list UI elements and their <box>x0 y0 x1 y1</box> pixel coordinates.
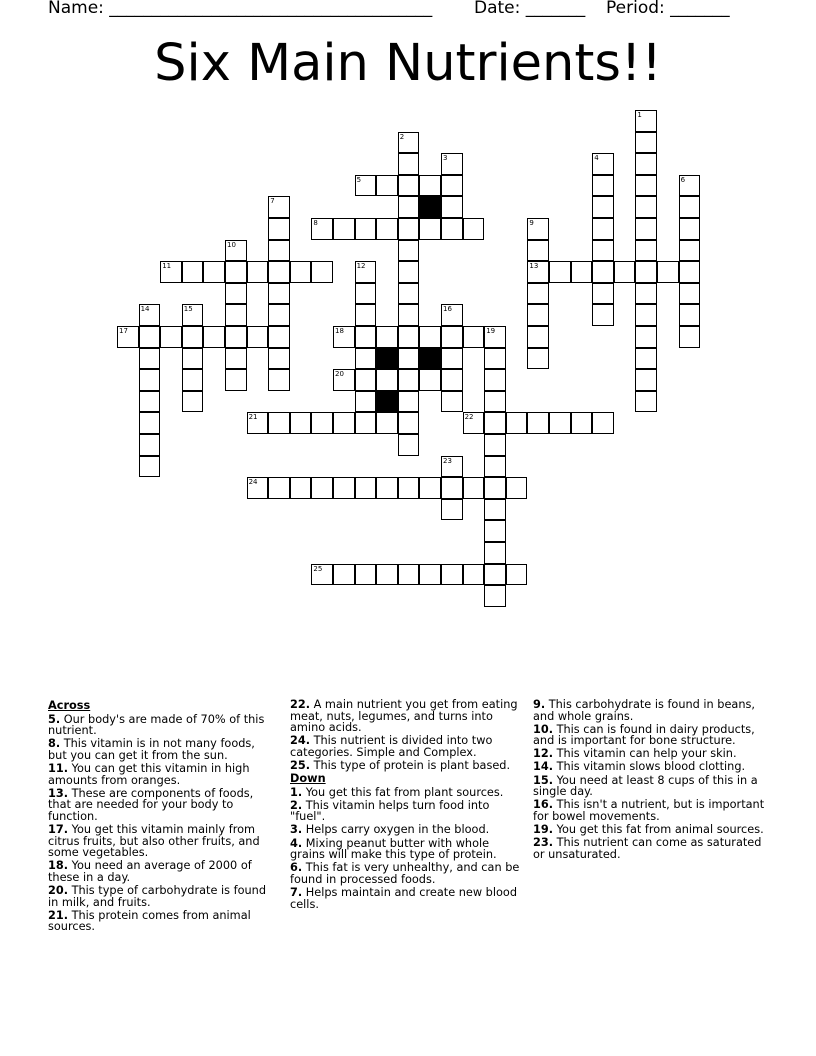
crossword-cell[interactable] <box>463 326 485 348</box>
crossword-cell[interactable] <box>268 412 290 434</box>
clue-item <box>48 910 274 933</box>
clue-number: 25 <box>313 564 323 573</box>
clue-number-label: 23. <box>533 836 554 850</box>
numbered-cell[interactable] <box>247 412 269 434</box>
clue-number: 19 <box>486 327 496 335</box>
clue-number-label: 7. <box>290 885 303 899</box>
crossword-cell[interactable] <box>463 218 485 240</box>
numbered-cell[interactable] <box>527 218 549 240</box>
crossword-cell[interactable] <box>355 304 377 326</box>
crossword-cell[interactable] <box>441 218 463 240</box>
crossword-cell[interactable] <box>549 412 571 434</box>
crossword-cell[interactable] <box>139 434 161 456</box>
clue-text: This carbohydrate is found in beans, and whole grains. <box>533 698 755 723</box>
clue-number-label: 25. <box>290 758 311 772</box>
clue-number-label: 5. <box>48 712 61 726</box>
clue-number: 12 <box>356 262 366 271</box>
crossword-cell[interactable] <box>484 369 506 391</box>
crossword-cell[interactable] <box>139 348 161 370</box>
crossword-cell[interactable] <box>355 391 377 413</box>
crossword-cell[interactable] <box>679 304 701 326</box>
numbered-cell[interactable] <box>679 175 701 197</box>
crossword-cell[interactable] <box>635 175 657 197</box>
numbered-cell[interactable] <box>592 153 614 175</box>
clue-number-label: 24. <box>290 734 311 748</box>
numbered-cell[interactable] <box>247 477 269 499</box>
crossword-cell[interactable] <box>484 434 506 456</box>
crossword-cell[interactable] <box>182 348 204 370</box>
crossword-cell[interactable] <box>635 196 657 218</box>
clue-item <box>48 714 274 737</box>
crossword-cell[interactable] <box>441 175 463 197</box>
clue-number: 22 <box>464 413 474 422</box>
crossword-cell[interactable] <box>398 434 420 456</box>
crossword-cell[interactable] <box>441 369 463 391</box>
clue-item <box>48 885 274 908</box>
crossword-cell[interactable] <box>398 412 420 434</box>
crossword-cell[interactable] <box>635 261 657 283</box>
clue-text: Helps carry oxygen in the blood. <box>302 823 490 837</box>
clue-number-label: 17. <box>48 822 69 836</box>
clue-item <box>48 824 274 859</box>
crossword-cell[interactable] <box>419 477 441 499</box>
crossword-cell[interactable] <box>398 326 420 348</box>
clue-number-label: 13. <box>48 786 69 800</box>
clue-item <box>290 824 522 836</box>
crossword-cell[interactable] <box>527 412 549 434</box>
crossword-cell[interactable] <box>484 456 506 478</box>
crossword-cell[interactable] <box>182 326 204 348</box>
clue-number-label: 21. <box>48 908 69 922</box>
crossword-cell[interactable] <box>203 326 225 348</box>
clue-number-label: 4. <box>290 836 303 850</box>
crossword-cell[interactable] <box>592 240 614 262</box>
clue-number-label: 10. <box>533 722 554 736</box>
clue-item <box>533 824 765 836</box>
crossword-cell[interactable] <box>376 564 398 586</box>
clue-number-label: 9. <box>533 698 546 711</box>
crossword-cell[interactable] <box>398 564 420 586</box>
crossword-cell[interactable] <box>635 132 657 154</box>
crossword-cell[interactable] <box>355 326 377 348</box>
crossword-cell[interactable] <box>484 391 506 413</box>
clue-number: 6 <box>680 175 686 184</box>
clue-item <box>533 724 765 747</box>
crossword-cell[interactable] <box>527 283 549 305</box>
clue-text: These are components of foods, that are needed for your body to function. <box>48 786 254 823</box>
numbered-cell[interactable] <box>527 261 549 283</box>
numbered-cell[interactable] <box>635 110 657 132</box>
clue-item <box>533 837 765 860</box>
crossword-cell[interactable] <box>592 283 614 305</box>
clue-number-label: 14. <box>533 760 554 774</box>
crossword-cell[interactable] <box>484 542 506 564</box>
crossword-cell[interactable] <box>679 326 701 348</box>
crossword-cell[interactable] <box>182 391 204 413</box>
crossword-cell[interactable] <box>355 412 377 434</box>
clue-number-label: 16. <box>533 798 554 812</box>
clue-item <box>290 787 522 799</box>
numbered-cell[interactable] <box>398 132 420 154</box>
crossword-cell[interactable] <box>398 348 420 370</box>
crossword-cell[interactable] <box>355 283 377 305</box>
clue-text: You get this fat from animal sources. <box>553 822 764 836</box>
clue-item <box>290 699 522 734</box>
crossword-cell[interactable] <box>506 412 528 434</box>
crossword-cell[interactable] <box>419 175 441 197</box>
crossword-cell[interactable] <box>592 261 614 283</box>
crossword-cell[interactable] <box>398 477 420 499</box>
clue-item <box>533 799 765 822</box>
clue-text: This vitamin can help your skin. <box>553 747 737 761</box>
clue-number: 10 <box>227 240 236 249</box>
black-square <box>419 196 441 218</box>
clue-item <box>533 699 765 722</box>
crossword-cell[interactable] <box>441 391 463 413</box>
clue-text: This vitamin is in not many foods, but you can get it from the sun. <box>48 737 255 762</box>
crossword-cell[interactable] <box>419 326 441 348</box>
crossword-cell[interactable] <box>225 283 247 305</box>
crossword-cell[interactable] <box>225 261 247 283</box>
clue-item <box>48 860 274 883</box>
crossword-cell[interactable] <box>549 261 571 283</box>
clue-text: This vitamin helps turn food into "fuel". <box>290 798 490 824</box>
crossword-cell[interactable] <box>268 283 290 305</box>
numbered-cell[interactable] <box>225 240 247 262</box>
crossword-cell[interactable] <box>441 499 463 521</box>
crossword-cell[interactable] <box>484 520 506 542</box>
clue-text: You get this fat from plant sources. <box>302 785 504 799</box>
crossword-cell[interactable] <box>441 477 463 499</box>
black-square <box>376 391 398 413</box>
clue-number: 21 <box>248 413 258 422</box>
clue-number: 9 <box>529 219 534 227</box>
crossword-cell[interactable] <box>419 369 441 391</box>
numbered-cell[interactable] <box>441 304 463 326</box>
crossword-cell[interactable] <box>376 412 398 434</box>
crossword-cell[interactable] <box>355 477 377 499</box>
crossword-cell[interactable] <box>592 196 614 218</box>
crossword-cell[interactable] <box>290 261 312 283</box>
crossword-cell[interactable] <box>398 240 420 262</box>
crossword-cell[interactable] <box>679 240 701 262</box>
crossword-cell[interactable] <box>527 304 549 326</box>
crossword-cell[interactable] <box>376 326 398 348</box>
crossword-cell[interactable] <box>398 369 420 391</box>
clue-text: This protein comes from animal sources. <box>48 908 251 934</box>
clue-item <box>290 887 522 910</box>
crossword-cell[interactable] <box>376 477 398 499</box>
crossword-cell[interactable] <box>679 218 701 240</box>
clue-number-label: 1. <box>290 785 303 799</box>
crossword-cell[interactable] <box>355 564 377 586</box>
crossword-cell[interactable] <box>635 218 657 240</box>
crossword-cell[interactable] <box>506 477 528 499</box>
numbered-cell[interactable] <box>484 326 506 348</box>
numbered-cell[interactable] <box>311 218 333 240</box>
crossword-cell[interactable] <box>225 304 247 326</box>
crossword-cell[interactable] <box>592 412 614 434</box>
clue-number: 24 <box>248 478 258 487</box>
crossword-cell[interactable] <box>268 369 290 391</box>
crossword-cell[interactable] <box>484 585 506 607</box>
crossword-cell[interactable] <box>139 326 161 348</box>
crossword-cell[interactable] <box>657 261 679 283</box>
numbered-cell[interactable] <box>355 261 377 283</box>
numbered-cell[interactable] <box>182 304 204 326</box>
clue-text: Helps maintain and create new blood cells. <box>290 885 517 911</box>
clue-item <box>290 735 522 758</box>
clue-item <box>48 738 274 761</box>
crossword-cell[interactable] <box>398 175 420 197</box>
clue-item <box>48 763 274 786</box>
crossword-cell[interactable] <box>268 261 290 283</box>
clue-item <box>290 862 522 885</box>
crossword-cell[interactable] <box>139 391 161 413</box>
name-field[interactable]: Name: ______________________________________ <box>48 0 433 18</box>
black-square <box>376 348 398 370</box>
clue-number: 4 <box>594 154 599 163</box>
clue-number: 13 <box>529 262 539 271</box>
crossword-cell[interactable] <box>635 348 657 370</box>
clue-number-label: 18. <box>48 859 69 873</box>
puzzle-title: Six Main Nutrients!! <box>154 34 662 93</box>
crossword-cell[interactable] <box>268 304 290 326</box>
crossword-cell[interactable] <box>679 283 701 305</box>
crossword-cell[interactable] <box>679 196 701 218</box>
crossword-cell[interactable] <box>268 218 290 240</box>
crossword-cell[interactable] <box>484 564 506 586</box>
crossword-cell[interactable] <box>160 326 182 348</box>
crossword-cell[interactable] <box>398 153 420 175</box>
clue-number: 15 <box>183 305 193 314</box>
crossword-cell[interactable] <box>484 499 506 521</box>
clue-number: 20 <box>335 370 344 379</box>
clue-text: This fat is very unhealthy, and can be found in processed foods. <box>290 861 520 886</box>
clue-item <box>533 761 765 773</box>
clue-item <box>533 748 765 760</box>
crossword-cell[interactable] <box>333 477 355 499</box>
crossword-cell[interactable] <box>182 261 204 283</box>
numbered-cell[interactable] <box>160 261 182 283</box>
clue-text: This isn't a nutrient, but is important for bowel movements. <box>533 798 765 823</box>
crossword-cell[interactable] <box>527 326 549 348</box>
crossword-cell[interactable] <box>571 261 593 283</box>
date-field[interactable]: Date: _______ <box>474 0 586 18</box>
numbered-cell[interactable] <box>441 456 463 478</box>
crossword-cell[interactable] <box>635 283 657 305</box>
crossword-cell[interactable] <box>290 477 312 499</box>
clue-number: 7 <box>270 197 275 206</box>
numbered-cell[interactable] <box>333 326 355 348</box>
clue-item <box>290 838 522 861</box>
crossword-cell[interactable] <box>311 261 333 283</box>
numbered-cell[interactable] <box>355 175 377 197</box>
crossword-cell[interactable] <box>225 369 247 391</box>
clue-text: This nutrient can come as saturated or unsaturated. <box>533 836 762 861</box>
crossword-cell[interactable] <box>398 261 420 283</box>
crossword-cell[interactable] <box>635 326 657 348</box>
crossword-cell[interactable] <box>398 196 420 218</box>
crossword-cell[interactable] <box>139 412 161 434</box>
clue-number-label: 22. <box>290 698 311 711</box>
crossword-cell[interactable] <box>225 348 247 370</box>
clue-text: This type of protein is plant based. <box>310 758 511 772</box>
crossword-cell[interactable] <box>635 369 657 391</box>
crossword-cell[interactable] <box>463 477 485 499</box>
crossword-cell[interactable] <box>139 369 161 391</box>
crossword-cell[interactable] <box>247 326 269 348</box>
clue-number-label: 12. <box>533 747 554 761</box>
crossword-cell[interactable] <box>268 240 290 262</box>
crossword-cell[interactable] <box>635 304 657 326</box>
crossword-cell[interactable] <box>571 412 593 434</box>
clue-text: This nutrient is divided into two categories. Simple and Complex. <box>290 734 493 759</box>
clue-number-label: 11. <box>48 761 69 775</box>
crossword-cell[interactable] <box>376 218 398 240</box>
clue-item <box>290 800 522 823</box>
clue-number: 3 <box>443 154 448 163</box>
clue-number: 23 <box>443 456 452 465</box>
crossword-cell[interactable] <box>333 564 355 586</box>
clue-text: You need at least 8 cups of this in a single day. <box>533 773 758 799</box>
crossword-cell[interactable] <box>527 348 549 370</box>
crossword-cell[interactable] <box>333 218 355 240</box>
crossword-cell[interactable] <box>203 261 225 283</box>
crossword-cell[interactable] <box>506 564 528 586</box>
crossword-cell[interactable] <box>355 348 377 370</box>
crossword-cell[interactable] <box>398 218 420 240</box>
clue-number: 17 <box>119 327 128 335</box>
crossword-cell[interactable] <box>311 477 333 499</box>
clues-column-1 <box>48 699 274 934</box>
clue-text: You can get this vitamin in high amounts from oranges. <box>48 761 250 787</box>
clue-number: 18 <box>335 327 344 335</box>
clue-number-label: 2. <box>290 798 303 812</box>
crossword-cell[interactable] <box>398 283 420 305</box>
clue-number-label: 15. <box>533 773 554 787</box>
across-heading: Across <box>48 699 91 712</box>
crossword-cell[interactable] <box>527 240 549 262</box>
clues-column-2 <box>290 699 522 912</box>
crossword-cell[interactable] <box>441 564 463 586</box>
crossword-cell[interactable] <box>484 412 506 434</box>
crossword-cell[interactable] <box>311 412 333 434</box>
clue-text: A main nutrient you get from eating meat, nuts, legumes, and turns into amino acids. <box>290 698 518 735</box>
crossword-cell[interactable] <box>463 564 485 586</box>
crossword-cell[interactable] <box>333 412 355 434</box>
crossword-cell[interactable] <box>139 456 161 478</box>
crossword-cell[interactable] <box>225 326 247 348</box>
clue-text: This vitamin slows blood clotting. <box>553 760 746 774</box>
crossword-cell[interactable] <box>635 391 657 413</box>
crossword-cell[interactable] <box>441 326 463 348</box>
clue-text: This type of carbohydrate is found in milk, and fruits. <box>48 883 266 909</box>
crossword-cell[interactable] <box>635 153 657 175</box>
clue-number: 16 <box>443 305 452 314</box>
clue-number-label: 6. <box>290 861 303 875</box>
numbered-cell[interactable] <box>139 304 161 326</box>
numbered-cell[interactable] <box>463 412 485 434</box>
crossword-cell[interactable] <box>355 369 377 391</box>
clue-text: You need an average of 2000 of these in a day. <box>48 859 252 884</box>
clue-number-label: 3. <box>290 823 303 837</box>
clue-text: You get this vitamin mainly from citrus fruits, but also other fruits, and some vegetables. <box>48 822 260 860</box>
clues-column-3 <box>533 699 765 862</box>
clue-text: Mixing peanut butter with whole grains will make this type of protein. <box>290 836 497 862</box>
clue-number: 1 <box>637 111 642 119</box>
crossword-cell[interactable] <box>441 348 463 370</box>
crossword-cell[interactable] <box>484 348 506 370</box>
crossword-cell[interactable] <box>247 261 269 283</box>
clue-number: 11 <box>162 262 172 271</box>
crossword-cell[interactable] <box>398 304 420 326</box>
crossword-cell[interactable] <box>419 218 441 240</box>
period-field[interactable]: Period: _______ <box>606 0 730 18</box>
clue-item <box>533 775 765 798</box>
crossword-cell[interactable] <box>484 477 506 499</box>
crossword-cell[interactable] <box>290 412 312 434</box>
crossword-cell[interactable] <box>355 218 377 240</box>
clue-number: 8 <box>313 219 318 227</box>
crossword-cell[interactable] <box>592 304 614 326</box>
crossword-cell[interactable] <box>376 369 398 391</box>
crossword-cell[interactable] <box>419 564 441 586</box>
clue-number: 14 <box>140 305 150 314</box>
numbered-cell[interactable] <box>333 369 355 391</box>
clue-number-label: 19. <box>533 822 554 836</box>
clue-number-label: 20. <box>48 883 69 897</box>
clue-number-label: 8. <box>48 737 61 751</box>
crossword-cell[interactable] <box>182 369 204 391</box>
numbered-cell[interactable] <box>117 326 139 348</box>
crossword-cell[interactable] <box>268 348 290 370</box>
down-heading: Down <box>290 772 326 786</box>
numbered-cell[interactable] <box>268 196 290 218</box>
crossword-cell[interactable] <box>679 261 701 283</box>
clue-text: This can is found in dairy products, and is important for bone structure. <box>533 722 755 748</box>
clue-number: 5 <box>356 175 362 184</box>
crossword-cell[interactable] <box>592 218 614 240</box>
crossword-cell[interactable] <box>376 175 398 197</box>
crossword-cell[interactable] <box>398 391 420 413</box>
numbered-cell[interactable] <box>441 153 463 175</box>
crossword-cell[interactable] <box>268 326 290 348</box>
clue-text: Our body's are made of 70% of this nutrient. <box>48 712 265 738</box>
clue-item <box>290 760 522 772</box>
numbered-cell[interactable] <box>311 564 333 586</box>
clue-number: 2 <box>399 132 405 141</box>
crossword-cell[interactable] <box>268 477 290 499</box>
crossword-cell[interactable] <box>441 196 463 218</box>
black-square <box>419 348 441 370</box>
clue-item <box>48 788 274 823</box>
crossword-cell[interactable] <box>635 240 657 262</box>
crossword-cell[interactable] <box>614 261 636 283</box>
crossword-cell[interactable] <box>592 175 614 197</box>
